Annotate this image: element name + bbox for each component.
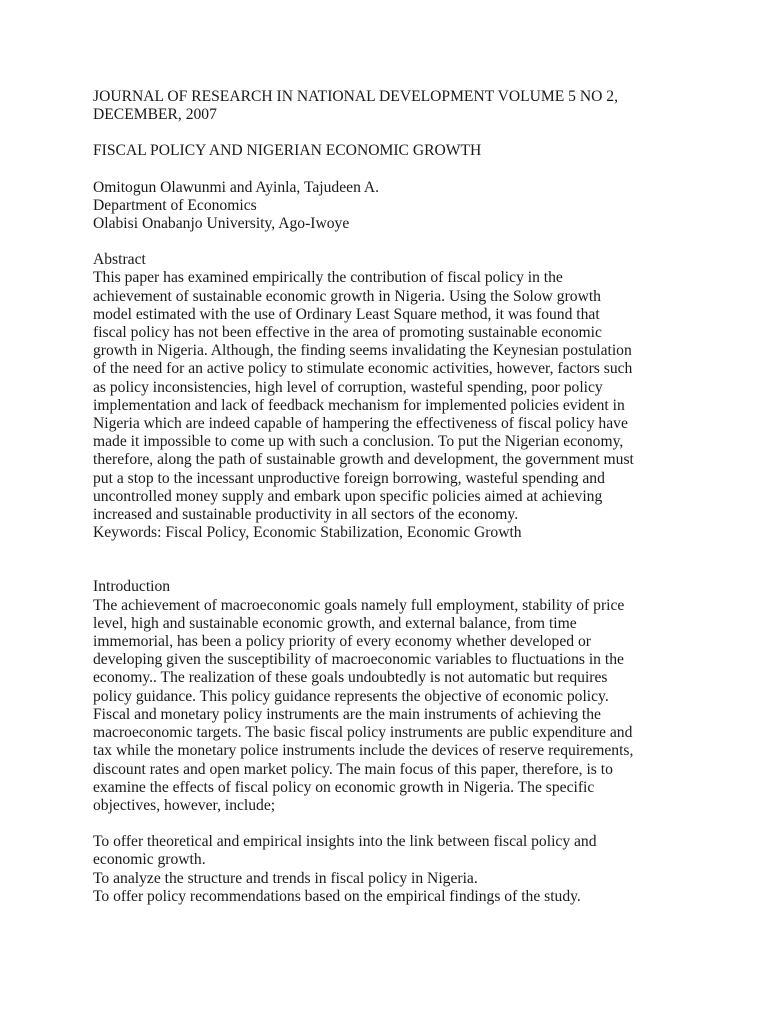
- abstract-line: put a stop to the incessant unproductive foreign borrowing, wasteful spending and: [93, 469, 605, 487]
- introduction-line: policy guidance. This policy guidance represents the objective of economic policy.: [93, 687, 609, 705]
- introduction-line: level, high and sustainable economic growth, and external balance, from time: [93, 614, 577, 632]
- abstract-heading: Abstract: [93, 251, 146, 269]
- introduction-line: examine the effects of fiscal policy on economic growth in Nigeria. The specific: [93, 778, 595, 796]
- journal-header: [93, 88, 683, 124]
- introduction-line: developing given the susceptibility of macroeconomic variables to fluctuations in the: [93, 651, 624, 669]
- authors-block: [93, 179, 683, 234]
- introduction-line: macroeconomic targets. The basic fiscal policy instruments are public expenditure and: [93, 724, 633, 742]
- introduction-line: objectives, however, include;: [93, 796, 276, 814]
- abstract-line: of the need for an active policy to stimulate economic activities, however, factors such: [93, 360, 633, 378]
- objective-line: To offer policy recommendations based on the empirical findings of the study.: [93, 887, 581, 905]
- author-department: Department of Economics: [93, 196, 257, 214]
- abstract-line: implementation and lack of feedback mechanism for implemented policies evident in: [93, 396, 625, 414]
- objective-line: economic growth.: [93, 851, 206, 869]
- paper-title: [93, 142, 683, 160]
- abstract-section: [93, 251, 683, 542]
- paper-title-text: FISCAL POLICY AND NIGERIAN ECONOMIC GROWTH: [93, 142, 482, 160]
- author-names: Omitogun Olawunmi and Ayinla, Tajudeen A.: [93, 178, 380, 196]
- abstract-line: uncontrolled money supply and embark upon specific policies aimed at achieving: [93, 487, 603, 505]
- document-page: [93, 88, 683, 906]
- abstract-line: increased and sustainable productivity in all sectors of the economy.: [93, 506, 519, 524]
- author-institution: Olabisi Onabanjo University, Ago-Iwoye: [93, 215, 350, 233]
- introduction-line: economy.. The realization of these goals undoubtedly is not automatic but requires: [93, 669, 608, 687]
- journal-header-line: DECEMBER, 2007: [93, 106, 217, 124]
- journal-header-line: JOURNAL OF RESEARCH IN NATIONAL DEVELOPMENT VOLUME 5 NO 2,: [93, 88, 618, 105]
- abstract-line: This paper has examined empirically the contribution of fiscal policy in the: [93, 269, 563, 287]
- abstract-line: made it impossible to come up with such a conclusion. To put the Nigerian economy,: [93, 433, 624, 451]
- objective-line: To offer theoretical and empirical insights into the link between fiscal policy and: [93, 833, 597, 851]
- introduction-line: tax while the monetary police instruments include the devices of reserve requirements,: [93, 742, 634, 760]
- objective-line: To analyze the structure and trends in fiscal policy in Nigeria.: [93, 869, 478, 887]
- abstract-line: Nigeria which are indeed capable of hampering the effectiveness of fiscal policy have: [93, 415, 628, 433]
- abstract-line: achievement of sustainable economic growth in Nigeria. Using the Solow growth: [93, 287, 601, 305]
- introduction-line: Fiscal and monetary policy instruments are the main instruments of achieving the: [93, 705, 601, 723]
- abstract-line: growth in Nigeria. Although, the finding seems invalidating the Keynesian postulation: [93, 342, 632, 360]
- objectives-section: [93, 833, 683, 906]
- introduction-line: immemorial, has been a policy priority of every economy whether developed or: [93, 633, 591, 651]
- abstract-line: model estimated with the use of Ordinary Least Square method, it was found that: [93, 305, 600, 323]
- abstract-line: as policy inconsistencies, high level of corruption, wasteful spending, poor policy: [93, 378, 603, 396]
- introduction-line: discount rates and open market policy. The main focus of this paper, therefore, is to: [93, 760, 613, 778]
- introduction-heading: Introduction: [93, 578, 171, 596]
- abstract-line: fiscal policy has not been effective in the area of promoting sustainable economic: [93, 324, 602, 342]
- abstract-line: therefore, along the path of sustainable growth and development, the government must: [93, 451, 634, 469]
- introduction-section: [93, 578, 683, 815]
- keywords-line: Keywords: Fiscal Policy, Economic Stabilization, Economic Growth: [93, 524, 522, 542]
- introduction-line: The achievement of macroeconomic goals namely full employment, stability of price: [93, 596, 625, 614]
